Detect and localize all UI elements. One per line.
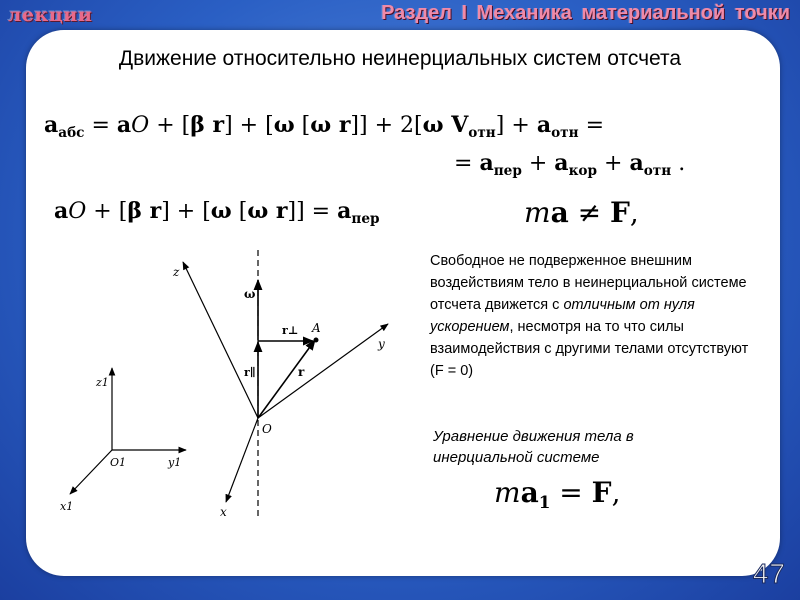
axis-y <box>258 324 388 418</box>
label-r-perp: r⊥ <box>282 324 299 337</box>
page-number: 47 <box>752 558 786 589</box>
axis-z <box>183 262 258 418</box>
equation-noninertial-newton: ma ≠ F, <box>524 196 639 229</box>
axis-x1 <box>70 450 112 494</box>
equation-inertial-newton: $ma_1 = F$, <box>494 476 621 512</box>
description-text <box>430 250 760 382</box>
equation-absolute-acceleration-decomposition: = $a_{пер} + a_{кор} + a_{отн}$ . <box>454 150 686 179</box>
equation-absolute-acceleration: $a_{абс}$ = aO + [β r] + [ω [ω r]] + 2[ω $V_{отн}] + a_{отн}$ = <box>44 112 605 141</box>
label-y1: y1 <box>168 456 182 469</box>
description-part2: , несмотря на то что силы взаимодействия с другими телами отсутствуют (F = 0) <box>430 319 749 379</box>
lectures-label: лекции <box>8 4 93 26</box>
equation-transport-acceleration: aO + [β r] + [ω [ω $r]] = a_{пер}$ <box>54 198 380 227</box>
description-part1: Свободное не подверженное внешним воздействиям тело в неинерциальной системе отсчета движется с <box>430 253 747 313</box>
label-z: z <box>173 265 180 279</box>
inertial-equation-caption: Уравнение движения тела в инерциальной системе <box>433 428 634 466</box>
label-x1: x1 <box>60 500 74 513</box>
label-r: r <box>298 365 305 379</box>
label-x: x <box>220 505 227 519</box>
label-y: y <box>378 337 385 351</box>
label-A: A <box>312 321 321 335</box>
label-z1: z1 <box>96 376 109 389</box>
vector-r <box>258 340 315 418</box>
label-O: O <box>262 422 272 436</box>
section-title: Раздел I Механика материальной точки <box>381 2 790 24</box>
label-O1: O1 <box>110 456 127 469</box>
reference-frames-diagram <box>40 240 420 530</box>
point-A <box>314 338 319 343</box>
axis-x <box>226 418 258 502</box>
slide-title: Движение относительно неинерциальных систем отсчета <box>118 47 682 70</box>
description-emphasis: отличным от нуля ускорением <box>430 297 695 335</box>
label-omega: ω <box>244 287 256 301</box>
label-r-parallel: r∥ <box>244 366 256 379</box>
